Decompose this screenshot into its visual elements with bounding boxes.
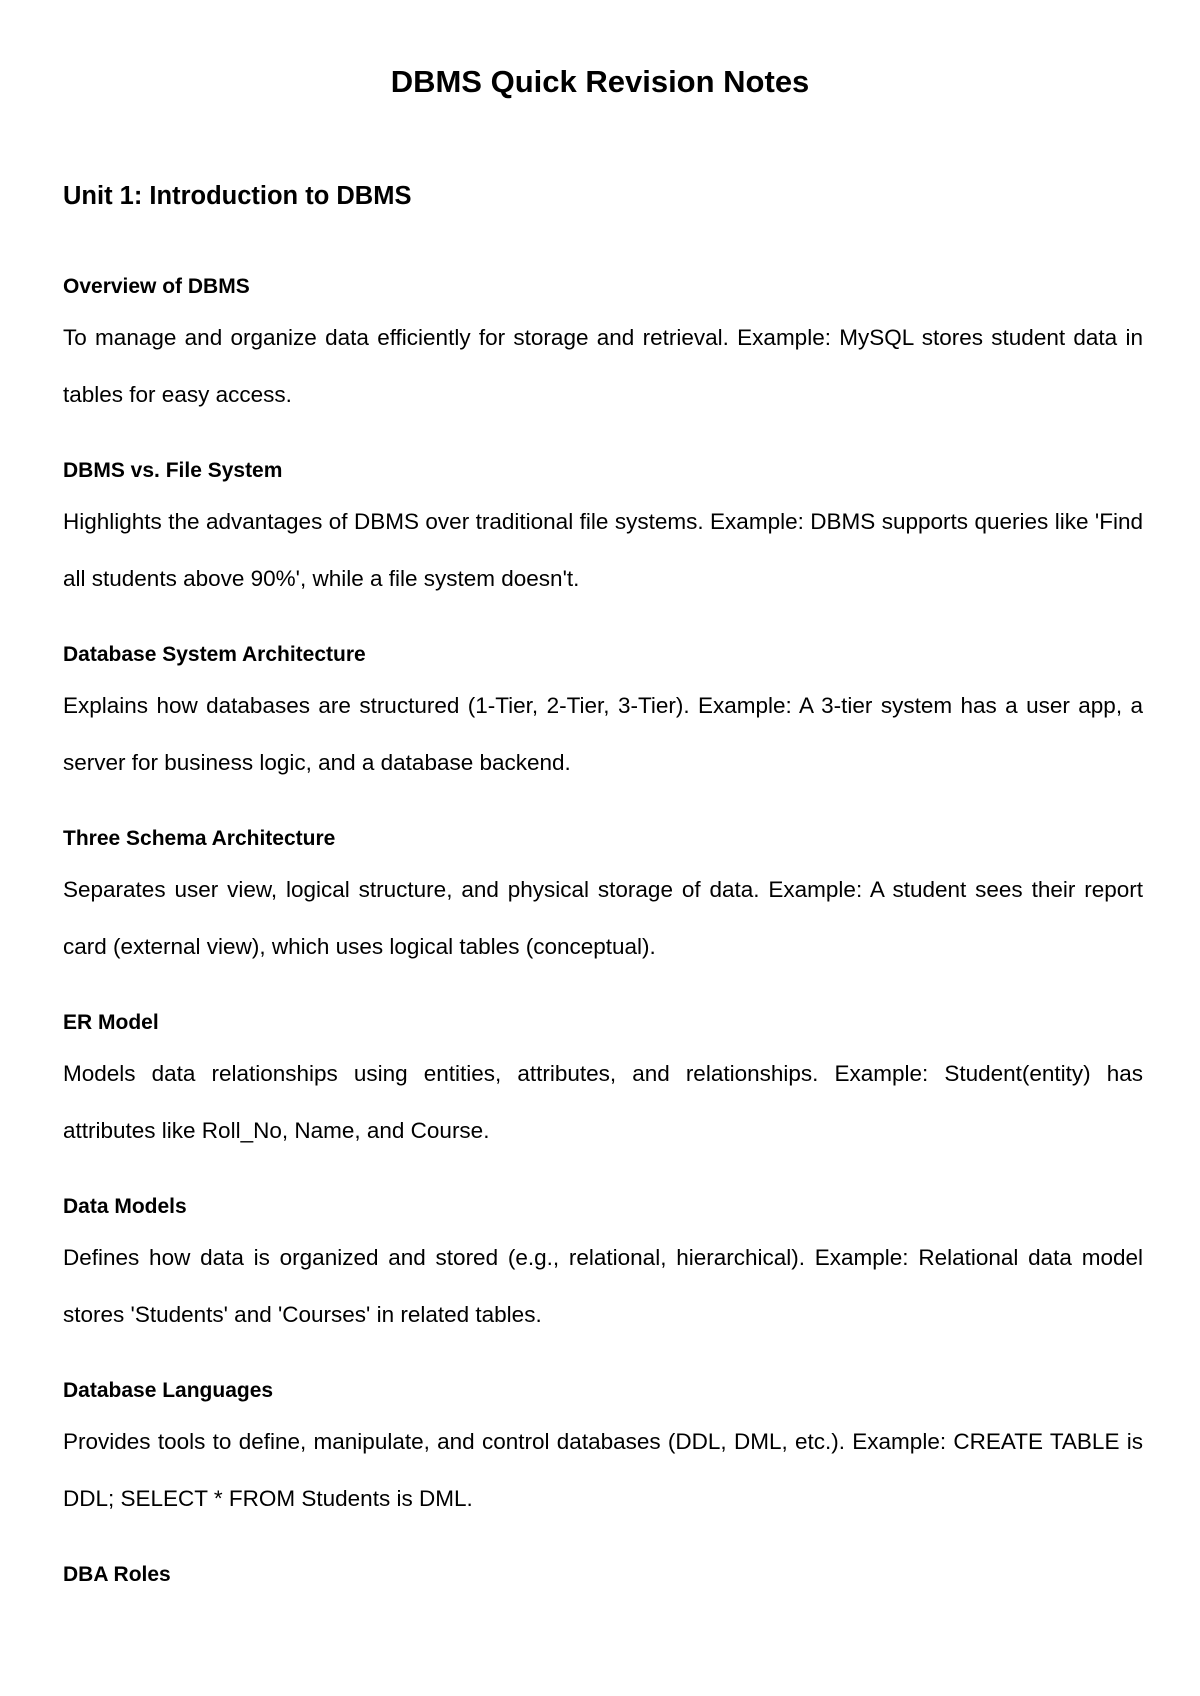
section-body: Explains how databases are structured (1-Tier, 2-Tier, 3-Tier). Example: A 3-tier system has a user app, a server for business logic, and a database backend. (63, 693, 1143, 775)
section-heading: Database Languages (63, 1379, 274, 1402)
section-heading: Database System Architecture (63, 643, 366, 666)
section-er-model (63, 1009, 1143, 1172)
section-body: Models data relationships using entities, attributes, and relationships. Example: Student(entity) has attributes like Roll_No, Name, and Course. (63, 1061, 1143, 1143)
section-heading: Overview of DBMS (63, 275, 250, 298)
section-heading: ER Model (63, 1011, 159, 1034)
page-title: DBMS Quick Revision Notes (390, 64, 810, 99)
unit-heading: Unit 1: Introduction to DBMS (63, 182, 412, 210)
section-dba-roles (63, 1561, 1143, 1589)
section-three-schema-architecture (63, 825, 1143, 988)
section-data-models (63, 1193, 1143, 1356)
section-dbms-vs-file-system (63, 457, 1143, 620)
section-heading: DBA Roles (63, 1563, 171, 1586)
section-body: Highlights the advantages of DBMS over traditional file systems. Example: DBMS supports queries like 'Find all students above 90%', while a file system doesn't. (63, 509, 1143, 591)
section-heading: DBMS vs. File System (63, 459, 283, 482)
section-overview-of-dbms (63, 273, 1143, 436)
section-body: Separates user view, logical structure, and physical storage of data. Example: A student sees their report card (external view), which uses logical tables (conceptual). (63, 877, 1143, 959)
section-body: Provides tools to define, manipulate, and control databases (DDL, DML, etc.). Example: CREATE TABLE is DDL; SELECT * FROM Students is DML. (63, 1429, 1143, 1511)
section-heading: Three Schema Architecture (63, 827, 336, 850)
section-database-system-architecture (63, 641, 1143, 804)
section-body: To manage and organize data efficiently for storage and retrieval. Example: MySQL stores student data in tables for easy access. (63, 325, 1143, 407)
section-body: Defines how data is organized and stored (e.g., relational, hierarchical). Example: Relational data model stores 'Students' and 'Courses' in related tables. (63, 1245, 1143, 1327)
section-heading: Data Models (63, 1195, 187, 1218)
section-database-languages (63, 1377, 1143, 1540)
